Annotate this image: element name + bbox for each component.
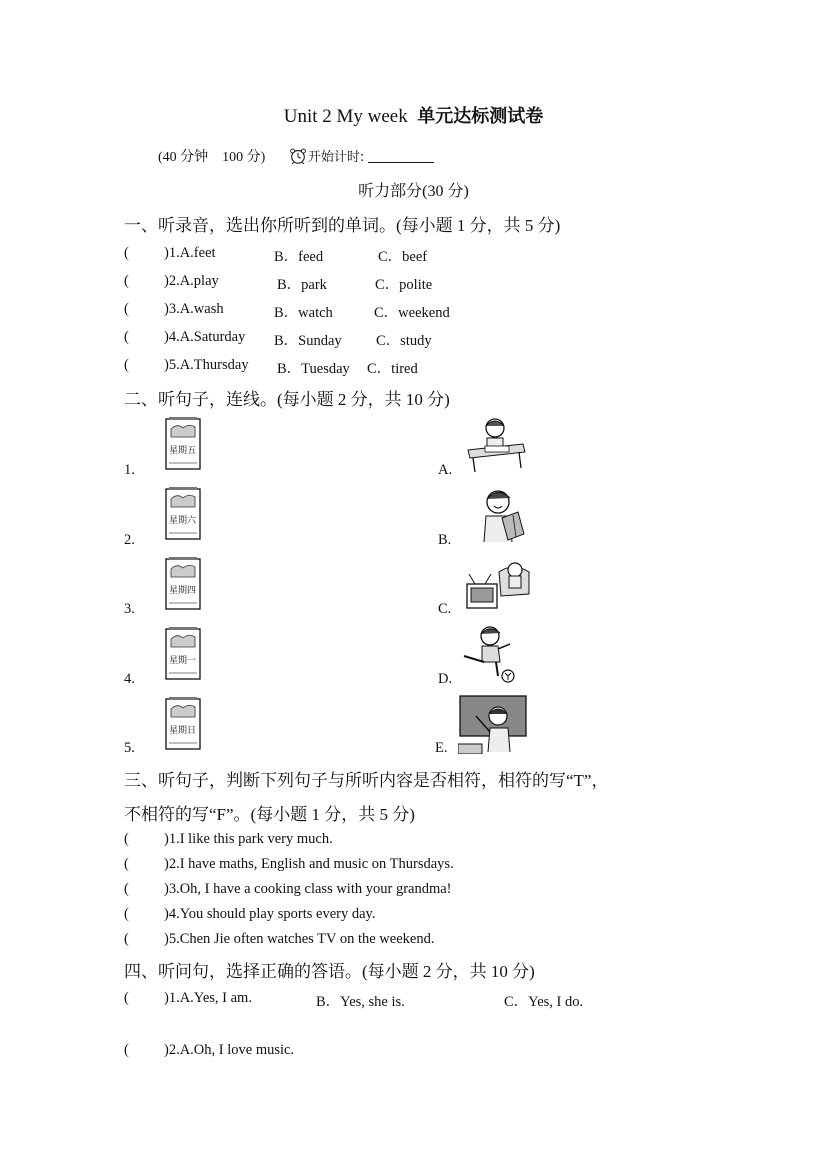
option-c: C．polite [375, 277, 433, 293]
full-score: 100 分) [222, 150, 266, 165]
timer-label: 开始计时: [307, 150, 365, 165]
option-c: C．study [376, 333, 432, 349]
answer-blank[interactable]: ( [124, 990, 129, 1006]
option-b: B．Tuesday [277, 361, 350, 377]
match-number-3: 3. [124, 601, 135, 617]
option-b: B．watch [274, 305, 333, 321]
calendar-icon[interactable] [163, 625, 203, 681]
s1-question-4: ( )4.A.Saturday B．Sunday C．study [124, 329, 432, 349]
s3-question-5: ( )5.Chen Jie often watches TV on the weekend. [124, 931, 435, 947]
calendar-icon[interactable] [163, 555, 203, 611]
option-b: B．Sunday [274, 333, 342, 349]
section1-heading: 一、听录音，选出你所听到的单词。(每小题 1 分，共 5 分) [124, 216, 561, 235]
option-b: B．feed [274, 249, 324, 265]
match-letter-b: B. [438, 532, 452, 548]
teacher-at-blackboard-icon[interactable] [458, 694, 530, 754]
listening-part-title: 听力部分(30 分) [358, 183, 469, 200]
calendar-icon[interactable] [163, 695, 203, 751]
section3-heading-line1: 三、听句子，判断下列句子与所听内容是否相符，相符的写“T”， [124, 771, 609, 790]
answer-blank[interactable]: ( [124, 245, 129, 261]
page-title [0, 102, 827, 128]
option-c: C．beef [378, 249, 428, 265]
match-letter-c: C. [438, 601, 452, 617]
match-number-2: 2. [124, 532, 135, 548]
s3-question-1: ( )1.I like this park very much. [124, 831, 333, 847]
s3-question-2: ( )2.I have maths, English and music on Thursdays. [124, 856, 454, 872]
exam-meta [158, 146, 434, 166]
section2-heading: 二、听句子，连线。(每小题 2 分，共 10 分) [124, 390, 450, 409]
calendar-icon[interactable] [163, 485, 203, 541]
title-english: Unit 2 My week [283, 106, 408, 127]
timer-blank[interactable] [368, 149, 434, 163]
answer-blank[interactable]: ( [124, 931, 129, 947]
option-b: B．park [277, 277, 327, 293]
match-number-1: 1. [124, 462, 135, 478]
answer-blank[interactable]: ( [124, 301, 129, 317]
title-chinese: 单元达标测试卷 [417, 106, 544, 127]
s1-question-5: ( )5.A.Thursday B．Tuesday C．tired [124, 357, 418, 377]
answer-blank[interactable]: ( [124, 906, 129, 922]
option-c: C．Yes, I do. [504, 994, 584, 1010]
s3-question-4: ( )4.You should play sports every day. [124, 906, 376, 922]
s1-question-2: ( )2.A.play B．park C．polite [124, 273, 433, 293]
calendar-label: 星期五 [169, 446, 197, 456]
match-letter-d: D. [438, 671, 453, 687]
calendar-label: 星期六 [169, 516, 197, 526]
s3-question-3: ( )3.Oh, I have a cooking class with your grandma! [124, 881, 452, 897]
child-watching-tv-icon[interactable] [463, 554, 533, 616]
match-letter-e: E. [435, 740, 448, 756]
answer-blank[interactable]: ( [124, 357, 129, 373]
match-letter-a: A. [438, 462, 453, 478]
answer-blank[interactable]: ( [124, 1042, 129, 1058]
boy-reading-book-icon[interactable] [474, 484, 530, 544]
time-limit: (40 分钟 [158, 150, 209, 165]
option-b: B．Yes, she is. [316, 994, 405, 1010]
match-number-4: 4. [124, 671, 135, 687]
alarm-clock-icon [289, 147, 307, 165]
calendar-label: 星期四 [169, 586, 197, 596]
s4-question-1: ( )1.A.Yes, I am. B．Yes, she is. C．Yes, I do. [124, 990, 584, 1010]
boy-playing-football-icon[interactable] [460, 624, 522, 684]
match-number-5: 5. [124, 740, 135, 756]
answer-blank[interactable]: ( [124, 881, 129, 897]
section3-heading-line2: 不相符的写“F”。(每小题 1 分，共 5 分) [124, 805, 415, 824]
option-c: C．tired [367, 361, 418, 377]
calendar-label: 星期日 [169, 726, 197, 736]
answer-blank[interactable]: ( [124, 273, 129, 289]
s1-question-1: ( )1.A.feet B．feed C．beef [124, 245, 428, 265]
s1-question-3: ( )3.A.wash B．watch C．weekend [124, 301, 450, 321]
calendar-icon[interactable] [163, 415, 203, 471]
s4-question-2: ( )2.A.Oh, I love music. [124, 1042, 295, 1058]
child-at-desk-icon[interactable] [463, 414, 529, 474]
answer-blank[interactable]: ( [124, 329, 129, 345]
answer-blank[interactable]: ( [124, 831, 129, 847]
section4-heading: 四、听问句，选择正确的答语。(每小题 2 分，共 10 分) [124, 962, 535, 981]
option-c: C．weekend [374, 305, 450, 321]
calendar-label: 星期一 [169, 656, 197, 666]
answer-blank[interactable]: ( [124, 856, 129, 872]
